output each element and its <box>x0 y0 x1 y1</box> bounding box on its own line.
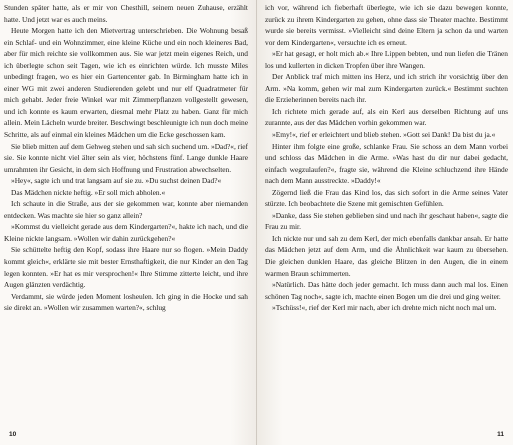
paragraph: »Hey«, sagte ich und trat langsam auf sie zu. »Du suchst deinen Dad?« <box>11 176 222 186</box>
right-page-number: 11 <box>497 431 504 438</box>
paragraph: »Kommst du vielleicht gerade aus dem Kindergarten?«, hakte ich nach, und die Kleine nickte langsam. »Wollen wir dahin zurückgehen?« <box>4 222 248 243</box>
paragraph: Sie blieb mitten auf dem Gehweg stehen und sah sich suchend um. »Dad?«, rief sie. Sie konnte nicht viel älter sein als vier, höchstens fünf. Lange dunkle Haare umrahmten ihr Gesicht, in dem sich Hoffnung und Frustration abwechselten. <box>4 141 248 174</box>
paragraph: Verdammt, sie würde jeden Moment losheulen. Ich ging in die Hocke und sah sie direkt an. »Wollen wir zusammen warten?«, schlug <box>4 291 248 313</box>
paragraph: Ich richtete mich gerade auf, als ein Kerl aus derselben Richtung auf uns zurannte, aus der das Mädchen vorhin gekommen war. <box>265 106 508 128</box>
paragraph: »Er hat gesagt, er holt mich ab.« Ihre Lippen bebten, und nun liefen die Tränen los und kullerten in dicken Tropfen über ihre Wangen. <box>265 49 508 70</box>
paragraph: Ich nickte nur und sah zu dem Kerl, der mich ebenfalls dankbar ansah. Er hatte das Mädchen jetzt auf dem Arm, und die Ähnlichkeit war kaum zu übersehen. Die gleichen dunklen Haare, das gleiche Blitzen in den Augen, die in einem warmen Braun schimmerten. <box>265 233 508 278</box>
paragraph: Der Anblick traf mich mitten ins Herz, und ich strich ihr vorsichtig über den Arm. »Na komm, gehen wir mal zum Kindergarten zurück.« Bestimmt suchten die Erzieherinnen bereits nach ihr. <box>265 72 508 105</box>
paragraph: Zögernd ließ die Frau das Kind los, das sich sofort in die Arme seines Vater stürzte. Ich beobachtete die Szene mit gemischten Gefühlen. <box>265 187 508 209</box>
paragraph: »Danke, dass Sie stehen geblieben sind und nach ihr geschaut haben«, sagte die Frau zu mir. <box>265 210 508 232</box>
paragraph: »Emy!«, rief er erleichtert und blieb stehen. »Gott sei Dank! Da bist du ja.« <box>272 130 496 140</box>
left-page-text <box>4 2 248 314</box>
right-page-text <box>265 2 508 314</box>
paragraph: Hinter ihm folgte eine große, schlanke Frau. Sie schoss an dem Mann vorbei und schloss das Mädchen in die Arme. »Was hast du dir nur dabei gedacht, einfach wegzulaufen?«, fragte sie, während die Kleine schluchzend ihre Hände nach dem Mann ausstreckte. »Daddy!« <box>265 141 508 186</box>
paragraph: »Natürlich. Das hätte doch jeder gemacht. Ich muss dann auch mal los. Einen schönen Tag noch«, sagte ich, machte einen Bogen um die drei und ging weiter. <box>265 280 508 301</box>
paragraph: Stunden später hatte, als er mir von Chesthill, seinem neuen Zuhause, erzählt hatte. Und jetzt war es auch meins. <box>4 3 248 24</box>
paragraph: ich vor, während ich fieberhaft überlegte, wie ich sie dazu bewegen konnte, zurück zu ihrem Kindergarten zu gehen, ohne dass sie Theater machte. Bestimmt wurde sie bereits vermisst. »Vielleicht sind deine Eltern ja schon da und warten vor dem Kindergarten«, versuchte ich es erneut. <box>265 3 508 47</box>
right-page <box>257 0 513 445</box>
paragraph: Das Mädchen nickte heftig. »Er soll mich abholen.« <box>11 187 166 197</box>
left-page-number: 10 <box>9 431 17 438</box>
paragraph: Ich schaute in die Straße, aus der sie gekommen war, konnte aber niemanden entdecken. Was machte sie hier so ganz allein? <box>4 199 248 220</box>
paragraph: Heute Morgen hatte ich den Mietvertrag unterschrieben. Die Wohnung besaß ein Schlaf- und ein Wohnzimmer, eine kleine Küche und ein noch kleineres Bad, aber für mich reichte sie vollkommen aus. Sie war jetzt mein eigenes Reich, und ich überlegte schon seit Tagen, wie ich es einrichten würde. Ich musste Miles unbedingt fragen, wo es hier ein Gartencenter gab. In Birmingham hatte ich in einer WG mit zwei anderen Studierenden gelebt und nur elf Quadratmeter für mich gehabt. Jeder freie Winkel war mit Zimmerpflanzen vollgestellt gewesen, und ich konnte es kaum erwarten, diesmal mehr Platz zu haben. Ganz für mich allein. Mein Lächeln wurde breiter. Beschwingt beschleunigte ich nun doch meine Schritte, als auf einmal ein kleines Mädchen um die Ecke geschossen kam. <box>4 26 248 140</box>
paragraph: Sie schüttelte heftig den Kopf, sodass ihre Haare nur so flogen. »Mein Daddy kommt gleich«, erklärte sie mit bester Ernsthaftigkeit, die nur Kinder an den Tag legen konnten. »Er hat es mir versprochen!« Ihre Stimme zitterte leicht, und ihre Augen glänzten verdächtig. <box>4 245 248 290</box>
paragraph: »Tschüss!«, rief der Kerl mir nach, aber ich drehte mich nicht noch mal um. <box>272 303 497 313</box>
left-page <box>0 0 256 445</box>
